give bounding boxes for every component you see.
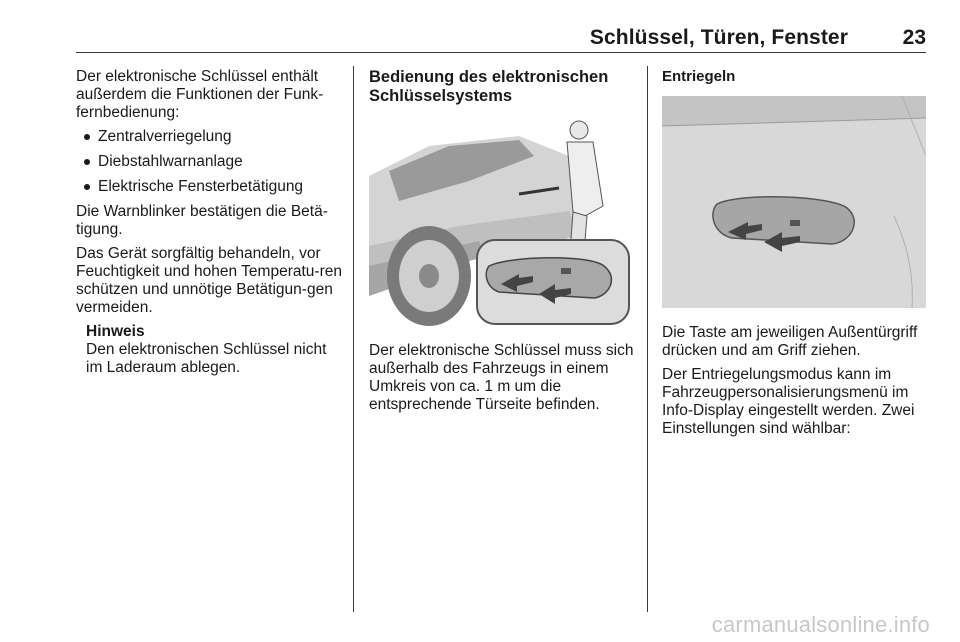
note-text: Den elektronischen Schlüssel nicht im Laderaum ablegen. — [86, 341, 327, 376]
note-title: Hinweis — [86, 323, 145, 340]
list-item: Elektrische Fensterbetätigung — [76, 178, 346, 196]
page-number: 23 — [902, 26, 926, 49]
column-divider-2 — [647, 66, 648, 612]
watermark: carmanualsonline.info — [711, 612, 930, 637]
list-item: Zentralverriegelung — [76, 128, 346, 146]
column-divider-1 — [353, 66, 354, 612]
list-item: Diebstahlwarnanlage — [76, 153, 346, 171]
hazard-paragraph: Die Warnblinker bestätigen die Betä-tigung. — [76, 203, 328, 238]
right-column — [662, 68, 928, 444]
care-paragraph: Das Gerät sorgfältig behandeln, vor Feuchtigkeit und hohen Temperatu-ren schützen und unnötige Betätigun-gen vermeiden. — [76, 245, 342, 316]
door-handle-closeup-illustration — [662, 96, 926, 308]
feature-list — [76, 128, 346, 196]
figure-caption: Der elektronische Schlüssel muss sich außerhalb des Fahrzeugs in einem Umkreis von ca. 1 m um die entsprechende Türseite befinden. — [369, 342, 634, 413]
header-divider — [76, 52, 926, 53]
middle-column — [369, 68, 637, 420]
page-header-title: Schlüssel, Türen, Fenster — [589, 26, 848, 49]
left-column — [76, 68, 346, 377]
note-box — [86, 323, 346, 377]
car-door-handle-illustration — [369, 116, 633, 328]
section-heading: Entriegeln — [662, 68, 736, 85]
unlock-instruction: Die Taste am jeweiligen Außentürgriff drücken und am Griff ziehen. — [662, 324, 918, 359]
intro-paragraph: Der elektronische Schlüssel enthält außerdem die Funktionen der Funk-fernbedienung: — [76, 68, 324, 121]
unlock-mode-paragraph: Der Entriegelungsmodus kann im Fahrzeugpersonalisierungsmenü im Info-Display eingestellt werden. Zwei Einstellungen sind wählbar: — [662, 366, 915, 437]
section-heading: Bedienung des elektronischen Schlüsselsystems — [369, 68, 609, 105]
